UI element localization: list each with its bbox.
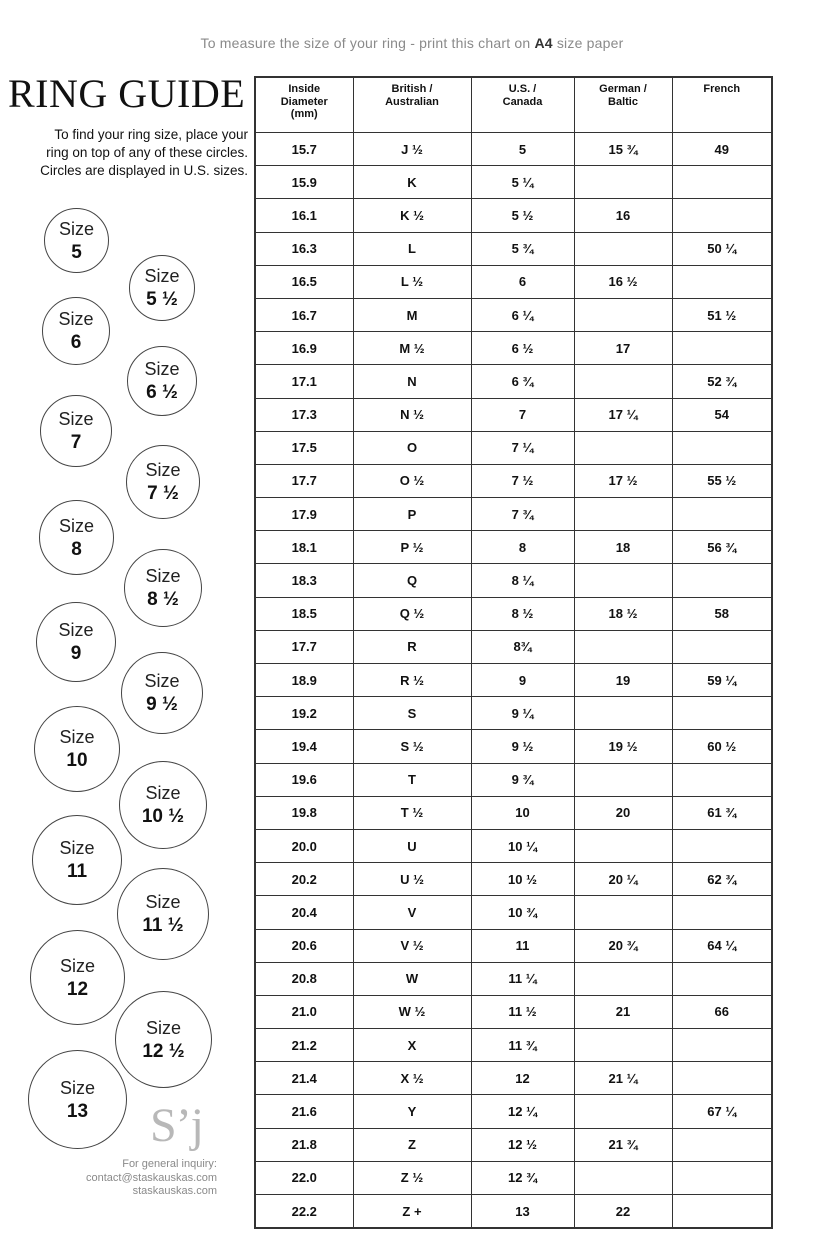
- table-cell: 8 ½: [471, 597, 574, 630]
- table-cell: Q: [353, 564, 471, 597]
- table-row: [255, 664, 772, 697]
- table-cell: [574, 232, 672, 265]
- table-row: [255, 896, 772, 929]
- table-cell: 12 ½: [471, 1128, 574, 1161]
- size-circle: [40, 395, 112, 467]
- table-row: [255, 1161, 772, 1194]
- size-circle: [30, 930, 125, 1025]
- table-cell: 59 ¼: [672, 664, 772, 697]
- size-circle-value: 6 ½: [146, 382, 178, 403]
- table-cell: P: [353, 498, 471, 531]
- table-cell: 18.5: [255, 597, 353, 630]
- table-row: [255, 199, 772, 232]
- table-cell: 16: [574, 199, 672, 232]
- table-cell: 10 ¾: [471, 896, 574, 929]
- table-cell: 18.3: [255, 564, 353, 597]
- table-cell: 20: [574, 796, 672, 829]
- size-circle-value: 10 ½: [141, 806, 185, 827]
- size-circle: [42, 297, 110, 365]
- table-cell: 20 ¾: [574, 929, 672, 962]
- size-circle-word: Size: [145, 892, 181, 912]
- table-cell: Y: [353, 1095, 471, 1128]
- size-circle: [124, 549, 202, 627]
- table-cell: 21: [574, 995, 672, 1028]
- table-cell: 16 ½: [574, 265, 672, 298]
- table-cell: 17: [574, 332, 672, 365]
- table-row: [255, 1195, 772, 1229]
- table-cell: 56 ¾: [672, 531, 772, 564]
- table-cell: J ½: [353, 133, 471, 166]
- table-cell: 19.4: [255, 730, 353, 763]
- table-body: [255, 133, 772, 1229]
- size-circle-value: 8: [71, 538, 82, 560]
- table-cell: 16.1: [255, 199, 353, 232]
- table-row: [255, 232, 772, 265]
- size-circle-value: 9 ½: [146, 694, 178, 715]
- table-cell: 16.5: [255, 265, 353, 298]
- table-cell: 17 ½: [574, 464, 672, 497]
- table-row: [255, 796, 772, 829]
- table-cell: 16.7: [255, 298, 353, 331]
- table-cell: 17.7: [255, 464, 353, 497]
- table-cell: 9 ½: [471, 730, 574, 763]
- size-circle-word: Size: [144, 266, 180, 286]
- table-cell: 22: [574, 1195, 672, 1229]
- table-cell: [574, 829, 672, 862]
- table-cell: 5 ½: [471, 199, 574, 232]
- size-circle-value: 5 ½: [146, 289, 178, 310]
- table-cell: L ½: [353, 265, 471, 298]
- table-cell: 10: [471, 796, 574, 829]
- size-circle: [121, 652, 203, 734]
- table-row: [255, 498, 772, 531]
- size-circle: [32, 815, 122, 905]
- table-cell: [574, 1161, 672, 1194]
- table-row: [255, 962, 772, 995]
- table-cell: 21.0: [255, 995, 353, 1028]
- table-cell: 9: [471, 664, 574, 697]
- table-cell: U: [353, 829, 471, 862]
- table-row: [255, 630, 772, 663]
- table-cell: T: [353, 763, 471, 796]
- size-circle-word: Size: [59, 1077, 95, 1098]
- table-cell: Z: [353, 1128, 471, 1161]
- table-cell: 17.7: [255, 630, 353, 663]
- table-cell: 18 ½: [574, 597, 672, 630]
- table-cell: 22.0: [255, 1161, 353, 1194]
- size-circle-word: Size: [59, 838, 95, 858]
- table-cell: 17.5: [255, 431, 353, 464]
- table-row: [255, 763, 772, 796]
- table-row: [255, 431, 772, 464]
- table-cell: P ½: [353, 531, 471, 564]
- table-cell: [574, 1029, 672, 1062]
- size-circle: [36, 602, 116, 682]
- table-row: [255, 1062, 772, 1095]
- size-circle: [127, 346, 197, 416]
- table-cell: 8¾: [471, 630, 574, 663]
- table-cell: 60 ½: [672, 730, 772, 763]
- table-cell: O: [353, 431, 471, 464]
- size-circle-value: 13: [66, 1100, 89, 1122]
- size-circle-word: Size: [58, 515, 94, 536]
- table-cell: 6 ½: [471, 332, 574, 365]
- table-cell: [672, 199, 772, 232]
- size-circle-word: Size: [145, 566, 181, 586]
- table-cell: X ½: [353, 1062, 471, 1095]
- table-cell: 54: [672, 398, 772, 431]
- table-cell: [574, 365, 672, 398]
- intro-line: Circles are displayed in U.S. sizes.: [40, 163, 248, 178]
- size-circle-value: 7 ½: [147, 483, 179, 504]
- table-cell: N: [353, 365, 471, 398]
- size-circle-value: 5: [71, 241, 82, 263]
- table-cell: [574, 498, 672, 531]
- table-cell: [574, 630, 672, 663]
- table-cell: Z ½: [353, 1161, 471, 1194]
- table-cell: 11 ¼: [471, 962, 574, 995]
- table-cell: 12: [471, 1062, 574, 1095]
- column-header: Inside Diameter (mm): [255, 77, 353, 133]
- table-row: [255, 730, 772, 763]
- table-cell: [672, 1161, 772, 1194]
- table-cell: 20.2: [255, 863, 353, 896]
- table-cell: 16.3: [255, 232, 353, 265]
- size-circle-word: Size: [58, 620, 94, 640]
- size-circle-value: 12 ½: [142, 1040, 185, 1062]
- table-cell: 21.2: [255, 1029, 353, 1062]
- table-cell: 15.9: [255, 166, 353, 199]
- table-header-row: [255, 77, 772, 133]
- table-cell: [672, 431, 772, 464]
- table-cell: M: [353, 298, 471, 331]
- table-cell: [672, 630, 772, 663]
- table-cell: [672, 166, 772, 199]
- table-cell: 50 ¼: [672, 232, 772, 265]
- column-header: U.S. / Canada: [471, 77, 574, 133]
- table-row: [255, 1095, 772, 1128]
- table-cell: [574, 564, 672, 597]
- table-cell: S: [353, 697, 471, 730]
- column-header: German / Baltic: [574, 77, 672, 133]
- table-cell: W: [353, 962, 471, 995]
- table-row: [255, 332, 772, 365]
- table-cell: [574, 763, 672, 796]
- contact-info: [20, 1158, 217, 1199]
- ring-size-table: [254, 76, 773, 1229]
- table-cell: [672, 896, 772, 929]
- table-cell: 16.9: [255, 332, 353, 365]
- size-circle-word: Size: [58, 309, 94, 329]
- contact-website[interactable]: staskauskas.com: [132, 1185, 217, 1197]
- table-cell: 12 ¼: [471, 1095, 574, 1128]
- table-cell: 10 ½: [471, 863, 574, 896]
- table-cell: 19.2: [255, 697, 353, 730]
- table-cell: 11 ¾: [471, 1029, 574, 1062]
- print-instruction: [0, 35, 824, 51]
- table-cell: N ½: [353, 398, 471, 431]
- size-circle: [119, 761, 207, 849]
- table-cell: 19 ½: [574, 730, 672, 763]
- table-cell: 20.8: [255, 962, 353, 995]
- table-cell: 19: [574, 664, 672, 697]
- table-cell: W ½: [353, 995, 471, 1028]
- table-cell: 22.2: [255, 1195, 353, 1229]
- table-cell: 5 ¼: [471, 166, 574, 199]
- table-cell: 20.0: [255, 829, 353, 862]
- table-cell: [672, 1195, 772, 1229]
- size-circle: [115, 991, 212, 1088]
- table-cell: 66: [672, 995, 772, 1028]
- table-cell: L: [353, 232, 471, 265]
- column-header: British / Australian: [353, 77, 471, 133]
- table-cell: 15 ¾: [574, 133, 672, 166]
- table-row: [255, 564, 772, 597]
- size-circle-word: Size: [59, 955, 95, 976]
- table-cell: 5: [471, 133, 574, 166]
- size-circle-value: 12: [66, 978, 89, 1000]
- table-cell: 13: [471, 1195, 574, 1229]
- table-cell: 17.1: [255, 365, 353, 398]
- table-cell: 6: [471, 265, 574, 298]
- table-cell: 67 ¼: [672, 1095, 772, 1128]
- size-circle-value: 11: [66, 861, 88, 882]
- table-cell: M ½: [353, 332, 471, 365]
- table-row: [255, 365, 772, 398]
- table-cell: 7 ¾: [471, 498, 574, 531]
- table-cell: 51 ½: [672, 298, 772, 331]
- size-circle-word: Size: [144, 359, 180, 379]
- print-instruction-text: To measure the size of your ring - print this chart on: [200, 35, 535, 51]
- table-row: [255, 1128, 772, 1161]
- table-cell: 12 ¾: [471, 1161, 574, 1194]
- size-circle-value: 8 ½: [147, 589, 179, 610]
- table-cell: 18.1: [255, 531, 353, 564]
- table-row: [255, 597, 772, 630]
- table-cell: 5 ¾: [471, 232, 574, 265]
- table-cell: [574, 1095, 672, 1128]
- table-cell: 18: [574, 531, 672, 564]
- size-circle: [28, 1050, 127, 1149]
- table-row: [255, 166, 772, 199]
- table-cell: 7: [471, 398, 574, 431]
- table-cell: 7 ½: [471, 464, 574, 497]
- table-row: [255, 829, 772, 862]
- table-row: [255, 929, 772, 962]
- table-cell: 21.8: [255, 1128, 353, 1161]
- table-cell: 20.4: [255, 896, 353, 929]
- table-cell: [672, 498, 772, 531]
- intro-text: [0, 126, 248, 180]
- size-circle-word: Size: [145, 1017, 181, 1038]
- table-cell: [574, 298, 672, 331]
- table-cell: R ½: [353, 664, 471, 697]
- contact-email[interactable]: contact@staskauskas.com: [86, 1171, 217, 1184]
- size-circle: [39, 500, 114, 575]
- table-cell: 17.9: [255, 498, 353, 531]
- intro-line: To find your ring size, place your: [54, 127, 248, 142]
- contact-line: For general inquiry:: [122, 1158, 217, 1170]
- size-circle-word: Size: [144, 671, 180, 691]
- table-cell: 58: [672, 597, 772, 630]
- column-header: French: [672, 77, 772, 133]
- table-cell: [672, 1062, 772, 1095]
- table-cell: K ½: [353, 199, 471, 232]
- table-cell: 17 ¼: [574, 398, 672, 431]
- table-cell: V: [353, 896, 471, 929]
- table-cell: 21 ¾: [574, 1128, 672, 1161]
- table-cell: O ½: [353, 464, 471, 497]
- size-circle-word: Size: [58, 409, 94, 429]
- table-cell: 19.8: [255, 796, 353, 829]
- table-cell: U ½: [353, 863, 471, 896]
- size-circle-value: 7: [70, 432, 82, 453]
- intro-line: ring on top of any of these circles.: [46, 145, 248, 160]
- table-cell: 11: [471, 929, 574, 962]
- size-circle: [126, 445, 200, 519]
- table-cell: 21.6: [255, 1095, 353, 1128]
- table-cell: 52 ¾: [672, 365, 772, 398]
- table-cell: S ½: [353, 730, 471, 763]
- table-row: [255, 133, 772, 166]
- print-instruction-tail: size paper: [552, 35, 624, 51]
- size-circle: [129, 255, 195, 321]
- table-cell: [574, 896, 672, 929]
- table-cell: 64 ¼: [672, 929, 772, 962]
- table-cell: K: [353, 166, 471, 199]
- size-circle-word: Size: [59, 727, 95, 747]
- table-cell: 9 ¼: [471, 697, 574, 730]
- table-row: [255, 298, 772, 331]
- table-cell: 8: [471, 531, 574, 564]
- table-cell: 6 ¾: [471, 365, 574, 398]
- size-circle-value: 11 ½: [142, 915, 184, 936]
- table-cell: T ½: [353, 796, 471, 829]
- table-cell: 17.3: [255, 398, 353, 431]
- size-circle: [117, 868, 209, 960]
- table-row: [255, 265, 772, 298]
- size-circle-word: Size: [145, 460, 181, 480]
- page-title: RING GUIDE: [8, 71, 246, 116]
- table-cell: 9 ¾: [471, 763, 574, 796]
- table-cell: 15.7: [255, 133, 353, 166]
- table-cell: [672, 332, 772, 365]
- table-cell: 6 ¼: [471, 298, 574, 331]
- table-cell: Z +: [353, 1195, 471, 1229]
- table-cell: 7 ¼: [471, 431, 574, 464]
- table-cell: 19.6: [255, 763, 353, 796]
- table-cell: [574, 431, 672, 464]
- table-cell: [574, 962, 672, 995]
- table-cell: [672, 697, 772, 730]
- table-row: [255, 697, 772, 730]
- paper-size: A4: [534, 35, 553, 51]
- table-row: [255, 531, 772, 564]
- table-cell: X: [353, 1029, 471, 1062]
- table-cell: [574, 166, 672, 199]
- table-cell: 8 ¼: [471, 564, 574, 597]
- table-cell: 62 ¾: [672, 863, 772, 896]
- table-cell: [672, 763, 772, 796]
- table-cell: [672, 829, 772, 862]
- table-cell: 61 ¾: [672, 796, 772, 829]
- table-cell: 20 ¼: [574, 863, 672, 896]
- table-row: [255, 995, 772, 1028]
- table-row: [255, 398, 772, 431]
- table-cell: 20.6: [255, 929, 353, 962]
- size-circle-value: 10: [66, 750, 88, 771]
- table-cell: 49: [672, 133, 772, 166]
- table-cell: 21.4: [255, 1062, 353, 1095]
- table-cell: 21 ¼: [574, 1062, 672, 1095]
- table-cell: [672, 962, 772, 995]
- table-cell: Q ½: [353, 597, 471, 630]
- table-cell: [574, 697, 672, 730]
- table-cell: 11 ½: [471, 995, 574, 1028]
- table-row: [255, 1029, 772, 1062]
- size-circle-word: Size: [145, 783, 181, 803]
- table-row: [255, 464, 772, 497]
- table-cell: [672, 1128, 772, 1161]
- table-cell: 18.9: [255, 664, 353, 697]
- table-cell: V ½: [353, 929, 471, 962]
- size-circle-value: 9: [70, 643, 82, 664]
- table-cell: [672, 265, 772, 298]
- brand-logo: S’j: [150, 1099, 204, 1152]
- size-circle-value: 6: [70, 332, 82, 353]
- size-circle: [44, 208, 109, 273]
- table-row: [255, 863, 772, 896]
- table-cell: 10 ¼: [471, 829, 574, 862]
- size-circle: [34, 706, 120, 792]
- size-circle-word: Size: [58, 218, 94, 239]
- table-cell: R: [353, 630, 471, 663]
- table-cell: 55 ½: [672, 464, 772, 497]
- table-cell: [672, 564, 772, 597]
- table-cell: [672, 1029, 772, 1062]
